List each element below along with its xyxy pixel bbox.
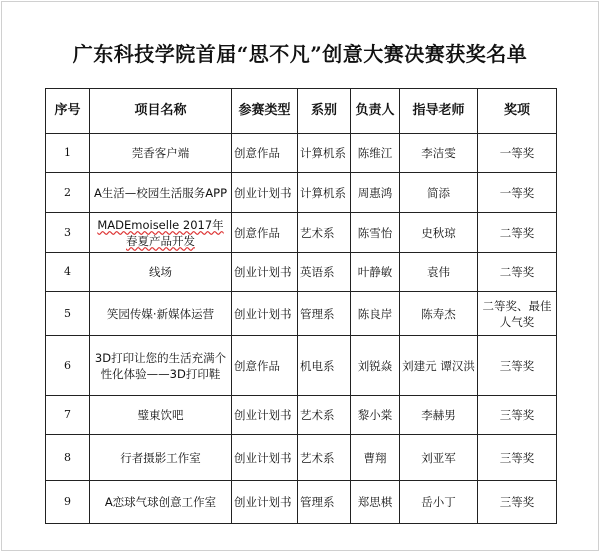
- cell-leader: 陈良岸: [351, 292, 400, 336]
- cell-type: 创意作品: [232, 134, 298, 173]
- cell-project: 笑园传媒·新媒体运营: [90, 292, 232, 336]
- document-title: 广东科技学院首届“思不凡”创意大赛决赛获奖名单: [72, 42, 528, 66]
- cell-advisor: 史秋琼: [400, 213, 478, 253]
- table-row: [46, 292, 557, 336]
- table-row: [46, 336, 557, 396]
- cell-no: 6: [46, 336, 90, 396]
- header-dept: 系别: [298, 89, 351, 134]
- cell-award: 三等奖: [478, 396, 557, 435]
- table-row: [46, 134, 557, 173]
- cell-advisor: 陈寿杰: [400, 292, 478, 336]
- cell-award: 一等奖: [478, 134, 557, 173]
- header-advisor: 指导老师: [400, 89, 478, 134]
- cell-advisor: 刘建元 谭汉洪: [400, 336, 478, 396]
- header-no: 序号: [46, 89, 90, 134]
- cell-dept: 计算机系: [298, 134, 351, 173]
- table-row: [46, 173, 557, 213]
- cell-no: 1: [46, 134, 90, 173]
- cell-type: 创意作品: [232, 336, 298, 396]
- cell-type: 创业计划书: [232, 435, 298, 481]
- cell-project: 3D打印让您的生活充满个性化体验——3D打印鞋: [90, 336, 232, 396]
- cell-no: 2: [46, 173, 90, 213]
- cell-dept: 管理系: [298, 481, 351, 524]
- table-row: [46, 481, 557, 524]
- cell-type: 创业计划书: [232, 253, 298, 292]
- cell-leader: 黎小棠: [351, 396, 400, 435]
- header-award: 奖项: [478, 89, 557, 134]
- cell-project: 璧東饮吧: [90, 396, 232, 435]
- cell-advisor: 简添: [400, 173, 478, 213]
- cell-award: 二等奖: [478, 213, 557, 253]
- cell-leader: 陈维江: [351, 134, 400, 173]
- cell-dept: 英语系: [298, 253, 351, 292]
- cell-dept: 艺术系: [298, 213, 351, 253]
- cell-type: 创业计划书: [232, 173, 298, 213]
- table-row: [46, 253, 557, 292]
- cell-leader: 叶静敏: [351, 253, 400, 292]
- cell-project: [90, 213, 232, 253]
- cell-type: 创意作品: [232, 213, 298, 253]
- cell-leader: 曹翔: [351, 435, 400, 481]
- cell-advisor: 李赫男: [400, 396, 478, 435]
- cell-leader: 刘锐焱: [351, 336, 400, 396]
- cell-award: 三等奖: [478, 435, 557, 481]
- cell-dept: 机电系: [298, 336, 351, 396]
- document-page: [1, 1, 599, 551]
- cell-dept: 艺术系: [298, 396, 351, 435]
- cell-project: 行者摄影工作室: [90, 435, 232, 481]
- cell-no: 3: [46, 213, 90, 253]
- cell-no: 7: [46, 396, 90, 435]
- cell-leader: 周惠鸿: [351, 173, 400, 213]
- header-leader: 负责人: [351, 89, 400, 134]
- cell-project: A生活—校园生活服务APP: [90, 173, 232, 213]
- cell-leader: 郑思棋: [351, 481, 400, 524]
- cell-type: 创业计划书: [232, 396, 298, 435]
- cell-type: 创业计划书: [232, 481, 298, 524]
- cell-advisor: 刘亚军: [400, 435, 478, 481]
- cell-type: 创业计划书: [232, 292, 298, 336]
- cell-leader: 陈雪怡: [351, 213, 400, 253]
- cell-award: 一等奖: [478, 173, 557, 213]
- cell-project: 线场: [90, 253, 232, 292]
- cell-advisor: 袁伟: [400, 253, 478, 292]
- award-table: [45, 88, 557, 524]
- cell-project-text: MADEmoiselle 2017年春夏产品开发: [97, 217, 224, 248]
- cell-award: 二等奖: [478, 253, 557, 292]
- header-type: 参赛类型: [232, 89, 298, 134]
- cell-project: A恋球气球创意工作室: [90, 481, 232, 524]
- cell-award: 二等奖、最佳人气奖: [478, 292, 557, 336]
- header-project: 项目名称: [90, 89, 232, 134]
- cell-no: 5: [46, 292, 90, 336]
- cell-award: 三等奖: [478, 481, 557, 524]
- cell-dept: 艺术系: [298, 435, 351, 481]
- table-row: [46, 213, 557, 253]
- table-row: [46, 435, 557, 481]
- cell-project: 莞香客户端: [90, 134, 232, 173]
- cell-no: 4: [46, 253, 90, 292]
- cell-advisor: 岳小丁: [400, 481, 478, 524]
- table-row: [46, 396, 557, 435]
- cell-no: 9: [46, 481, 90, 524]
- header-row: [46, 89, 557, 134]
- cell-advisor: 李洁雯: [400, 134, 478, 173]
- cell-dept: 管理系: [298, 292, 351, 336]
- cell-award: 三等奖: [478, 336, 557, 396]
- cell-no: 8: [46, 435, 90, 481]
- cell-dept: 计算机系: [298, 173, 351, 213]
